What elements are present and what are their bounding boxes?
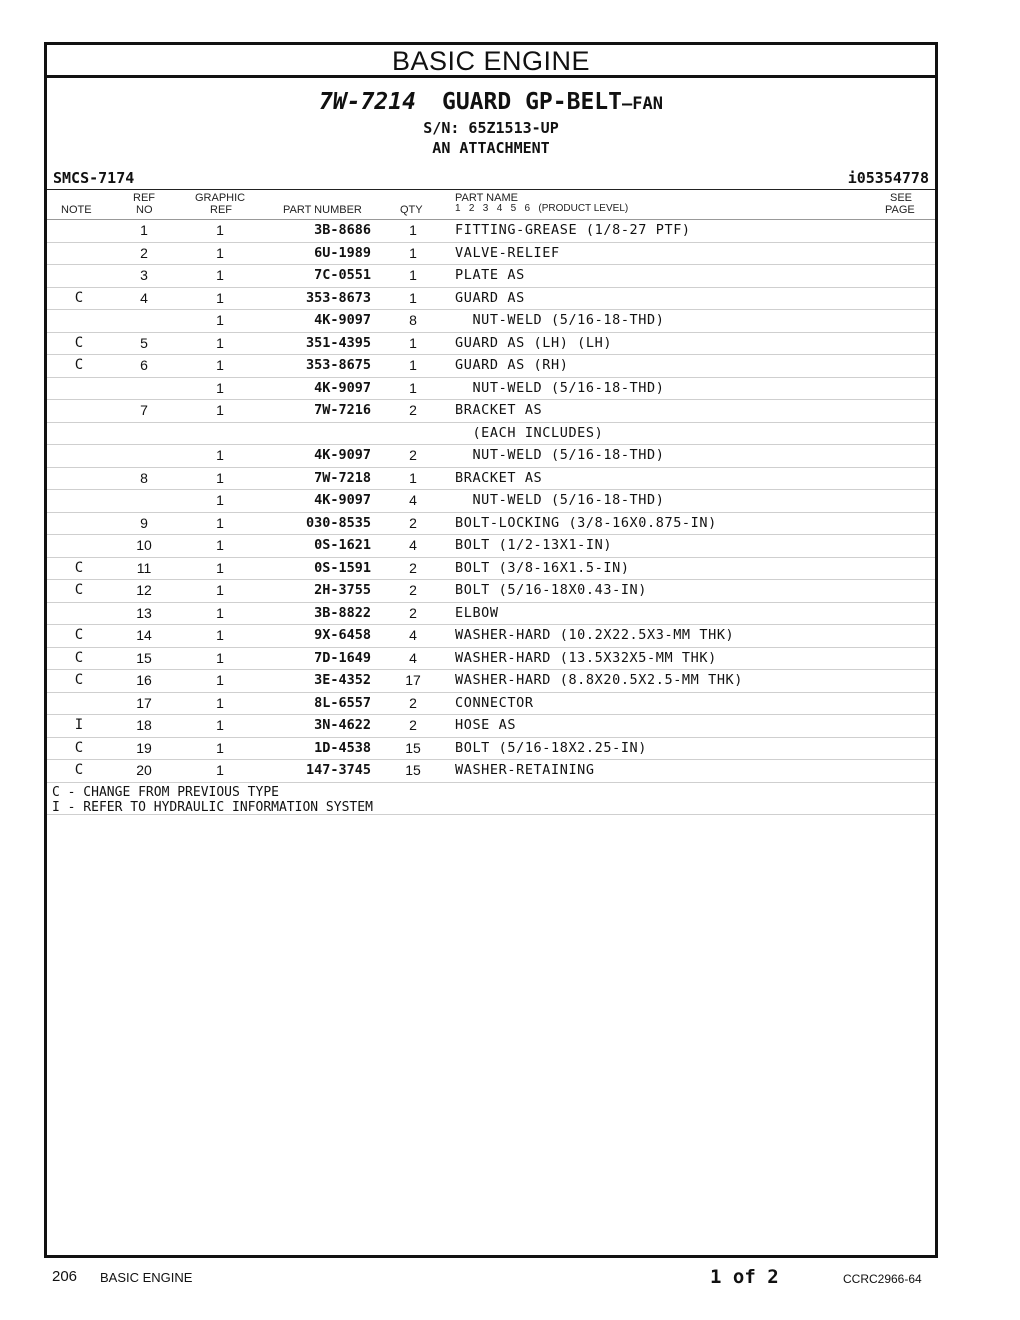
note-cell: C xyxy=(74,582,84,598)
part-name-cell: GUARD AS xyxy=(455,289,525,306)
smcs-code: SMCS-7174 xyxy=(53,169,135,187)
part-number-cell: 7W-7216 xyxy=(314,402,371,418)
graphic-ref-cell: 1 xyxy=(216,559,224,576)
table-row xyxy=(47,468,935,491)
part-number-cell: 147-3745 xyxy=(305,762,371,778)
ref-no-cell: 13 xyxy=(136,604,152,621)
group-name: GUARD GP-BELT xyxy=(441,89,622,115)
parts-list xyxy=(47,220,935,783)
ref-no-cell: 2 xyxy=(140,244,148,261)
part-name-cell: FITTING-GREASE (1/8-27 PTF) xyxy=(455,222,691,238)
qty-cell: 2 xyxy=(409,559,417,576)
part-name-cell: BOLT (5/16-18X2.25-IN) xyxy=(455,739,648,756)
graphic-ref-cell: 1 xyxy=(216,627,224,643)
part-number-cell: 353-8675 xyxy=(305,357,371,373)
ref-no-cell: 15 xyxy=(136,649,152,666)
qty-cell: 15 xyxy=(405,762,421,778)
qty-cell: 1 xyxy=(409,289,417,306)
col-graphic-bottom: REF xyxy=(210,204,232,216)
qty-cell: 2 xyxy=(409,582,417,598)
graphic-ref-cell: 1 xyxy=(216,672,224,688)
qty-cell: 4 xyxy=(409,649,417,666)
graphic-ref-cell: 1 xyxy=(216,244,224,261)
graphic-ref-cell: 1 xyxy=(216,717,224,733)
graphic-ref-cell: 1 xyxy=(216,469,224,486)
part-name-cell: WASHER-HARD (10.2X22.5X3-MM THK) xyxy=(455,627,735,643)
note-cell: I xyxy=(74,717,84,733)
ref-no-cell: 4 xyxy=(140,289,148,306)
graphic-ref-cell: 1 xyxy=(216,694,224,711)
illustration-id: i05354778 xyxy=(847,169,929,187)
col-part-number: PART NUMBER xyxy=(283,204,362,216)
part-number-cell: 4K-9097 xyxy=(314,312,371,328)
column-headers xyxy=(47,190,935,220)
qty-cell: 1 xyxy=(409,244,417,261)
ref-no-cell: 5 xyxy=(140,334,148,351)
part-name-cell: ELBOW xyxy=(455,604,499,621)
qty-cell: 1 xyxy=(409,267,417,283)
note-cell: C xyxy=(74,739,84,756)
note-cell: C xyxy=(74,762,84,778)
part-number-cell: 7W-7218 xyxy=(314,469,371,486)
qty-cell: 2 xyxy=(409,717,417,733)
part-number-cell: 0S-1621 xyxy=(314,537,371,553)
footer-section: BASIC ENGINE xyxy=(100,1270,193,1285)
table-row xyxy=(47,243,935,266)
graphic-ref-cell: 1 xyxy=(216,582,224,598)
part-name-cell: HOSE AS xyxy=(455,717,517,733)
ref-no-cell: 19 xyxy=(136,739,152,756)
table-row xyxy=(47,423,935,446)
footer-sheet: 1 of 2 xyxy=(710,1266,779,1288)
legend xyxy=(47,783,935,815)
part-number-cell: 4K-9097 xyxy=(314,447,371,463)
table-row xyxy=(47,513,935,536)
col-note: NOTE xyxy=(61,204,92,216)
qty-cell: 1 xyxy=(409,334,417,351)
ref-no-cell: 12 xyxy=(136,582,152,598)
table-row xyxy=(47,738,935,761)
qty-cell: 2 xyxy=(409,604,417,621)
col-ref-top: REF xyxy=(133,192,155,204)
part-number-cell: 030-8535 xyxy=(305,514,371,531)
part-name-cell: BOLT (5/16-18X0.43-IN) xyxy=(455,582,648,598)
part-name-cell: BRACKET AS xyxy=(455,469,543,486)
page-footer xyxy=(0,1266,1020,1290)
table-row xyxy=(47,648,935,671)
qty-cell: 2 xyxy=(409,447,417,463)
ref-no-cell: 11 xyxy=(136,559,152,576)
note-cell: C xyxy=(74,649,84,666)
part-number-cell: 2H-3755 xyxy=(314,582,371,598)
note-cell: C xyxy=(74,289,84,306)
table-row xyxy=(47,310,935,333)
col-see-bottom: PAGE xyxy=(885,204,915,216)
graphic-ref-cell: 1 xyxy=(216,514,224,531)
meta-bar xyxy=(47,167,935,190)
part-number-cell: 3B-8686 xyxy=(314,222,371,238)
group-title xyxy=(47,88,935,118)
part-number-cell: 1D-4538 xyxy=(314,739,371,756)
graphic-ref-cell: 1 xyxy=(216,492,224,508)
part-name-cell: WASHER-HARD (8.8X20.5X2.5-MM THK) xyxy=(455,672,744,688)
part-name-cell: PLATE AS xyxy=(455,267,525,283)
legend-line: C - CHANGE FROM PREVIOUS TYPE xyxy=(52,784,279,800)
section-title: BASIC ENGINE xyxy=(47,45,935,78)
ref-no-cell: 18 xyxy=(136,717,152,733)
part-number-cell: 7D-1649 xyxy=(314,649,371,666)
qty-cell: 1 xyxy=(409,357,417,373)
col-graphic-top: GRAPHIC xyxy=(195,192,246,204)
col-product-levels: 1 2 3 4 5 6 (PRODUCT LEVEL) xyxy=(455,203,629,214)
part-name-cell: WASHER-HARD (13.5X32X5-MM THK) xyxy=(455,649,717,666)
qty-cell: 17 xyxy=(405,672,421,688)
part-name-cell: NUT-WELD (5/16-18-THD) xyxy=(455,492,665,508)
part-number-cell: 351-4395 xyxy=(305,334,371,351)
part-name-cell: WASHER-RETAINING xyxy=(455,762,595,778)
group-part-number: 7W-7214 xyxy=(319,89,416,115)
col-part-name: PART NAME xyxy=(455,192,518,204)
qty-cell: 1 xyxy=(409,379,417,396)
table-row xyxy=(47,535,935,558)
qty-cell: 8 xyxy=(409,312,417,328)
footer-code: CCRC2966-64 xyxy=(843,1272,922,1286)
part-name-cell: (EACH INCLUDES) xyxy=(455,424,604,441)
qty-cell: 2 xyxy=(409,514,417,531)
qty-cell: 1 xyxy=(409,469,417,486)
legend-line: I - REFER TO HYDRAULIC INFORMATION SYSTEM xyxy=(52,799,373,815)
ref-no-cell: 6 xyxy=(140,357,148,373)
attachment-type: AN ATTACHMENT xyxy=(432,139,550,157)
qty-cell: 4 xyxy=(409,492,417,508)
table-row xyxy=(47,355,935,378)
part-name-cell: CONNECTOR xyxy=(455,694,534,711)
table-row xyxy=(47,670,935,693)
graphic-ref-cell: 1 xyxy=(216,334,224,351)
graphic-ref-cell: 1 xyxy=(216,537,224,553)
ref-no-cell: 3 xyxy=(140,267,148,283)
table-row xyxy=(47,400,935,423)
graphic-ref-cell: 1 xyxy=(216,739,224,756)
part-name-cell: BOLT (1/2-13X1-IN) xyxy=(455,537,613,553)
table-row xyxy=(47,265,935,288)
qty-cell: 15 xyxy=(405,739,421,756)
part-number-cell: 6U-1989 xyxy=(314,244,371,261)
part-name-cell: NUT-WELD (5/16-18-THD) xyxy=(455,379,665,396)
part-number-cell: 7C-0551 xyxy=(314,267,371,283)
note-cell: C xyxy=(74,672,84,688)
part-number-cell: 4K-9097 xyxy=(314,379,371,396)
table-row xyxy=(47,378,935,401)
qty-cell: 4 xyxy=(409,537,417,553)
parts-page-frame xyxy=(44,42,938,1258)
col-qty: QTY xyxy=(400,204,423,216)
qty-cell: 2 xyxy=(409,402,417,418)
group-name-suffix: —FAN xyxy=(622,94,663,114)
part-number-cell: 9X-6458 xyxy=(314,627,371,643)
col-see-top: SEE xyxy=(890,192,913,204)
graphic-ref-cell: 1 xyxy=(216,222,224,238)
table-row xyxy=(47,715,935,738)
qty-cell: 2 xyxy=(409,694,417,711)
graphic-ref-cell: 1 xyxy=(216,267,224,283)
ref-no-cell: 16 xyxy=(136,672,152,688)
group-header xyxy=(47,88,935,158)
qty-cell: 1 xyxy=(409,222,417,238)
ref-no-cell: 20 xyxy=(136,762,152,778)
qty-cell: 4 xyxy=(409,627,417,643)
graphic-ref-cell: 1 xyxy=(216,357,224,373)
note-cell: C xyxy=(74,357,84,373)
graphic-ref-cell: 1 xyxy=(216,402,224,418)
part-name-cell: BOLT (3/8-16X1.5-IN) xyxy=(455,559,630,576)
note-cell: C xyxy=(74,334,84,351)
ref-no-cell: 1 xyxy=(140,222,148,238)
part-number-cell: 353-8673 xyxy=(305,289,371,306)
serial-range: S/N: 65Z1513-UP xyxy=(423,119,559,137)
table-row xyxy=(47,580,935,603)
table-row xyxy=(47,760,935,783)
ref-no-cell: 14 xyxy=(136,627,152,643)
ref-no-cell: 8 xyxy=(140,469,148,486)
part-name-cell: BRACKET AS xyxy=(455,402,543,418)
footer-page-number: 206 xyxy=(52,1268,78,1285)
graphic-ref-cell: 1 xyxy=(216,379,224,396)
part-number-cell: 3E-4352 xyxy=(314,672,371,688)
table-row xyxy=(47,693,935,716)
graphic-ref-cell: 1 xyxy=(216,312,224,328)
graphic-ref-cell: 1 xyxy=(216,447,224,463)
part-name-cell: NUT-WELD (5/16-18-THD) xyxy=(455,312,665,328)
part-number-cell: 8L-6557 xyxy=(314,694,371,711)
part-number-cell: 4K-9097 xyxy=(314,492,371,508)
table-row xyxy=(47,288,935,311)
note-cell: C xyxy=(74,559,84,576)
graphic-ref-cell: 1 xyxy=(216,762,224,778)
part-name-cell: GUARD AS (RH) xyxy=(455,357,569,373)
part-name-cell: BOLT-LOCKING (3/8-16X0.875-IN) xyxy=(455,514,717,531)
graphic-ref-cell: 1 xyxy=(216,289,224,306)
table-row xyxy=(47,625,935,648)
graphic-ref-cell: 1 xyxy=(216,649,224,666)
part-name-cell: GUARD AS (LH) (LH) xyxy=(455,334,613,351)
part-number-cell: 3N-4622 xyxy=(314,717,371,733)
ref-no-cell: 7 xyxy=(140,402,148,418)
table-row xyxy=(47,333,935,356)
table-row xyxy=(47,490,935,513)
table-row xyxy=(47,220,935,243)
part-name-cell: VALVE-RELIEF xyxy=(455,244,560,261)
ref-no-cell: 10 xyxy=(136,537,152,553)
ref-no-cell: 9 xyxy=(140,514,148,531)
graphic-ref-cell: 1 xyxy=(216,604,224,621)
col-ref-bottom: NO xyxy=(136,204,153,216)
note-cell: C xyxy=(74,627,84,643)
table-row xyxy=(47,558,935,581)
part-number-cell: 0S-1591 xyxy=(314,559,371,576)
table-row xyxy=(47,603,935,626)
table-row xyxy=(47,445,935,468)
ref-no-cell: 17 xyxy=(136,694,152,711)
part-name-cell: NUT-WELD (5/16-18-THD) xyxy=(455,447,665,463)
part-number-cell: 3B-8822 xyxy=(314,604,371,621)
